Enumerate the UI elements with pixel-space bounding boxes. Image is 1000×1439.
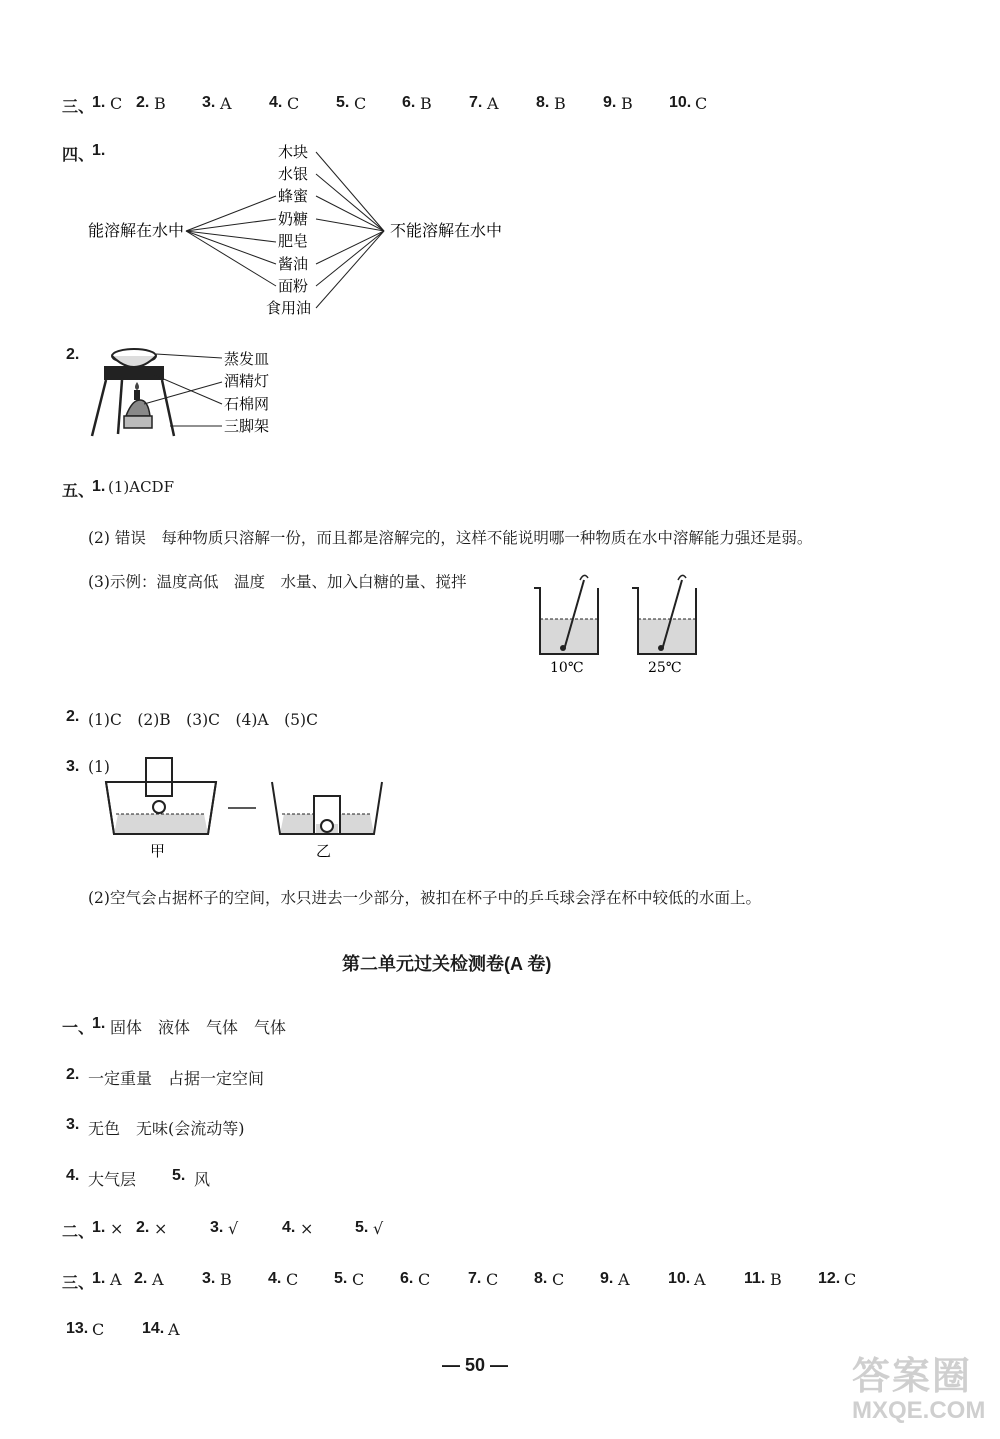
answer-choice: × bbox=[300, 1219, 314, 1238]
answer-choice: C bbox=[844, 1270, 857, 1289]
question-number: 4. bbox=[269, 94, 283, 111]
answer-choice: B bbox=[154, 94, 166, 113]
question-number: 4. bbox=[66, 1167, 80, 1184]
answer-choice: C bbox=[286, 1270, 299, 1289]
substance-label: 木块 bbox=[278, 143, 309, 161]
answer-text: (2) 错误 每种物质只溶解一份，而且都是溶解完的，这样不能说明哪一种物质在水中溶解能力强还是弱。 bbox=[88, 529, 813, 547]
answer-choice: C bbox=[486, 1270, 499, 1289]
answer-choice: A bbox=[694, 1270, 706, 1289]
answer-text: 固体 液体 气体 气体 bbox=[110, 1018, 287, 1037]
answer-choice: A bbox=[220, 94, 232, 113]
answer-choice: B bbox=[770, 1270, 782, 1289]
apparatus-label: 酒精灯 bbox=[224, 372, 270, 390]
question-number: 12. bbox=[818, 1270, 841, 1287]
substance-label: 面粉 bbox=[278, 277, 309, 295]
question-number: 3. bbox=[210, 1219, 224, 1236]
answer-text: (1)ACDF bbox=[108, 478, 174, 496]
answer-choice: B bbox=[621, 94, 633, 113]
substance-label: 奶糖 bbox=[278, 210, 309, 228]
answer-choice: √ bbox=[228, 1219, 239, 1238]
question-number: 7. bbox=[469, 94, 483, 111]
solubility-matching-diagram bbox=[80, 140, 600, 330]
s3-answer-row bbox=[62, 94, 94, 117]
answer-choice: B bbox=[220, 1270, 232, 1289]
question-number: 2. bbox=[66, 1066, 80, 1083]
cup-ball-experiment-diagram bbox=[104, 756, 394, 866]
question-number: 1. bbox=[92, 142, 106, 159]
beaker-label: 10℃ bbox=[550, 660, 584, 676]
answer-choice: C bbox=[110, 94, 123, 113]
question-number: 2. bbox=[136, 1219, 150, 1236]
question-number: 6. bbox=[402, 94, 416, 111]
answer-choice: A bbox=[618, 1270, 630, 1289]
question-number: 4. bbox=[268, 1270, 282, 1287]
question-number: 10. bbox=[668, 1270, 691, 1287]
substance-label: 食用油 bbox=[266, 299, 312, 317]
answer-choice: C bbox=[287, 94, 300, 113]
question-number: 9. bbox=[600, 1270, 614, 1287]
answer-text: (1)C (2)B (3)C (4)A (5)C bbox=[88, 711, 318, 729]
section-head: 三、 bbox=[62, 1275, 95, 1292]
question-number: 1. bbox=[92, 94, 106, 111]
question-number: 3. bbox=[202, 1270, 216, 1287]
right-label: 不能溶解在水中 bbox=[390, 221, 503, 240]
question-number: 1. bbox=[92, 1270, 106, 1287]
answer-choice: C bbox=[352, 1270, 365, 1289]
answer-choice: C bbox=[92, 1320, 105, 1339]
question-number: 5. bbox=[172, 1167, 186, 1184]
apparatus-label: 三脚架 bbox=[224, 417, 270, 435]
section-head: 一、 bbox=[62, 1020, 95, 1037]
section-head: 四、 bbox=[62, 147, 95, 164]
question-number: 8. bbox=[536, 94, 550, 111]
answer-text: (2)空气会占据杯子的空间，水只进去一少部分，被扣在杯子中的乒乓球会浮在杯中较低的水面上。 bbox=[88, 889, 761, 907]
left-label: 能溶解在水中 bbox=[88, 221, 185, 240]
question-number: 9. bbox=[603, 94, 617, 111]
question-number: 8. bbox=[534, 1270, 548, 1287]
question-number: 3. bbox=[66, 758, 80, 775]
unit-title: 第二单元过关检测卷(A 卷) bbox=[342, 954, 552, 974]
question-number: 7. bbox=[468, 1270, 482, 1287]
answer-text: 大气层 bbox=[88, 1170, 137, 1189]
question-number: 13. bbox=[66, 1320, 89, 1337]
question-number: 1. bbox=[92, 1219, 106, 1236]
question-number: 3. bbox=[202, 94, 216, 111]
answer-choice: C bbox=[695, 94, 708, 113]
answer-choice: A bbox=[110, 1270, 122, 1289]
watermark-logo: 答案圈 bbox=[852, 1356, 973, 1398]
diagram-label: 乙 bbox=[316, 842, 332, 860]
answer-choice: A bbox=[168, 1320, 180, 1339]
question-number: 11. bbox=[744, 1270, 766, 1287]
question-number: 10. bbox=[669, 94, 692, 111]
question-number: 5. bbox=[336, 94, 350, 111]
section-head: 三、 bbox=[62, 99, 95, 116]
apparatus-label: 蒸发皿 bbox=[224, 350, 270, 368]
answer-choice: A bbox=[152, 1270, 164, 1289]
substance-label: 蜂蜜 bbox=[278, 187, 309, 205]
section-head: 二、 bbox=[62, 1224, 95, 1241]
question-number: 1. bbox=[92, 478, 106, 495]
answer-choice: × bbox=[154, 1219, 168, 1238]
diagram-label: 甲 bbox=[150, 842, 166, 860]
question-number: 6. bbox=[400, 1270, 414, 1287]
answer-choice: B bbox=[554, 94, 566, 113]
substance-label: 酱油 bbox=[278, 255, 309, 273]
answer-choice: A bbox=[487, 94, 499, 113]
answer-choice: √ bbox=[373, 1219, 384, 1238]
question-number: 1. bbox=[92, 1015, 106, 1032]
question-number: 5. bbox=[334, 1270, 348, 1287]
answer-text: (3)示例：温度高低 温度 水量、加入白糖的量、搅拌 bbox=[88, 573, 467, 591]
watermark-url: MXQE.COM bbox=[852, 1397, 986, 1424]
question-number: 2. bbox=[134, 1270, 148, 1287]
page-number: — 50 — bbox=[442, 1355, 509, 1375]
answer-choice: × bbox=[110, 1219, 124, 1238]
answer-choice: C bbox=[418, 1270, 431, 1289]
answer-text: (1) bbox=[88, 758, 110, 776]
question-number: 2. bbox=[66, 708, 80, 725]
answer-text: 无色 无味(会流动等) bbox=[88, 1119, 245, 1138]
question-number: 4. bbox=[282, 1219, 296, 1236]
answer-text: 风 bbox=[194, 1170, 211, 1189]
section-head: 五、 bbox=[62, 483, 95, 500]
substance-label: 水银 bbox=[278, 165, 309, 183]
evaporation-apparatus-diagram bbox=[86, 344, 286, 444]
question-number: 3. bbox=[66, 1116, 80, 1133]
substance-label: 肥皂 bbox=[278, 232, 309, 250]
question-number: 2. bbox=[136, 94, 150, 111]
question-number: 5. bbox=[355, 1219, 369, 1236]
beaker-label: 25℃ bbox=[648, 660, 682, 676]
answer-choice: B bbox=[420, 94, 432, 113]
apparatus-label: 石棉网 bbox=[224, 395, 270, 413]
answer-text: 一定重量 占据一定空间 bbox=[88, 1069, 265, 1088]
answer-choice: C bbox=[354, 94, 367, 113]
beakers-diagram bbox=[528, 568, 718, 678]
question-number: 2. bbox=[66, 346, 80, 363]
answer-choice: C bbox=[552, 1270, 565, 1289]
question-number: 14. bbox=[142, 1320, 165, 1337]
